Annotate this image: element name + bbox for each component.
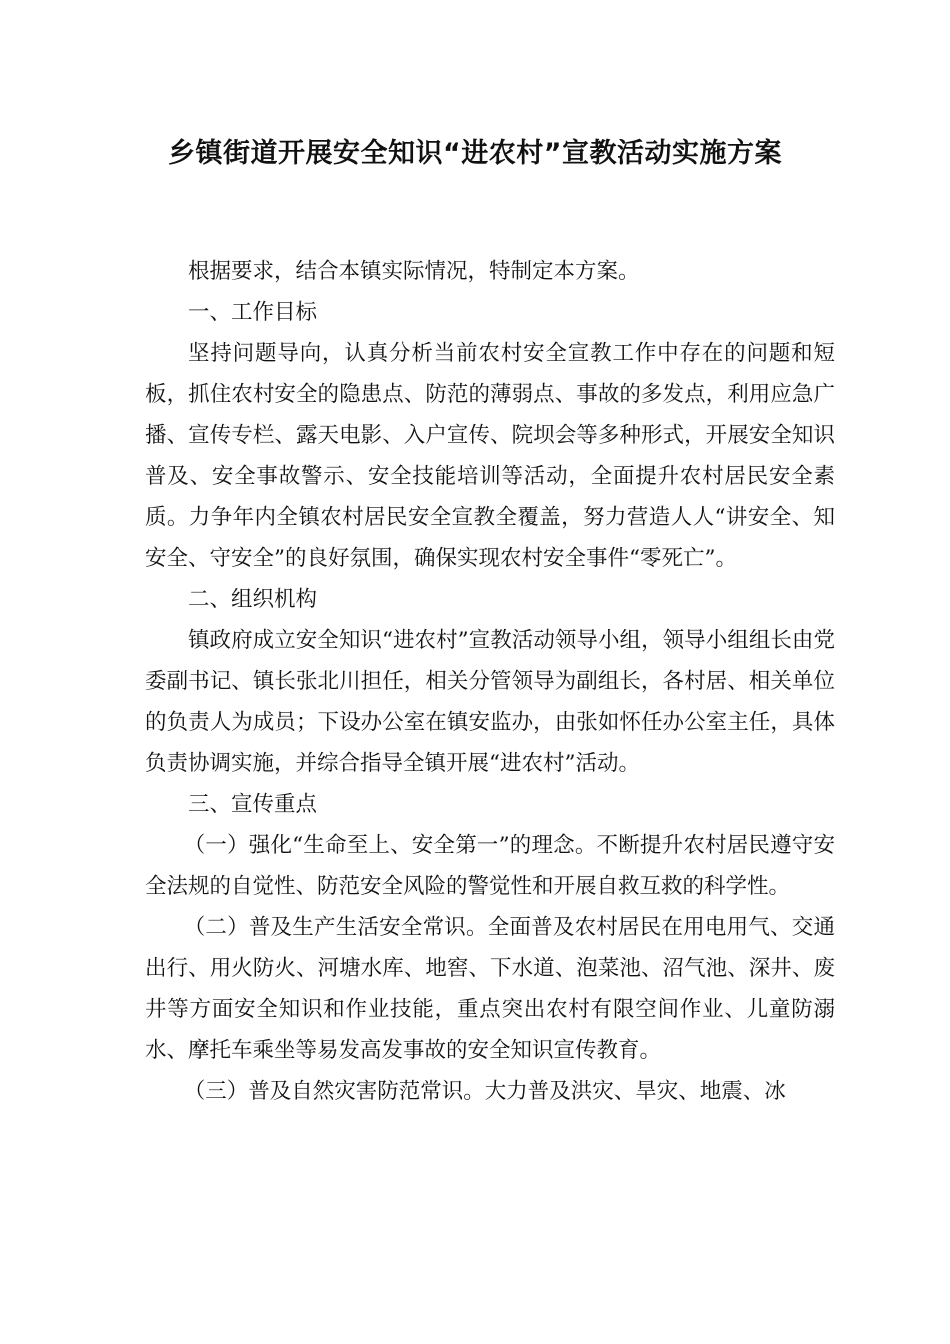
section-heading-goals: 一、工作目标 <box>188 300 318 325</box>
key-point-2-paragraph: （二）普及生产生活安全常识。全面普及农村居民在用电用气、交通出行、用火防火、河塘水库、地窖、下水道、泡菜池、沼气池、深井、废井等方面安全知识和作业技能，重点突出农村有限空间作业、儿童防溺水、摩托车乘坐等易发高发事故的安全知识宣传教育。 <box>145 915 835 1063</box>
key-point-3-paragraph: （三）普及自然灾害防范常识。大力普及洪灾、旱灾、地震、冰 <box>183 1079 786 1104</box>
intro-paragraph: 根据要求，结合本镇实际情况，特制定本方案。 <box>188 259 640 284</box>
document-title: 乡镇街道开展安全知识“进农村”宣教活动实施方案 <box>168 138 782 169</box>
key-point-1-paragraph: （一）强化“生命至上、安全第一”的理念。不断提升农村居民遵守安全法规的自觉性、防范安全风险的警觉性和开展自救互救的科学性。 <box>145 833 835 899</box>
document-body <box>145 251 835 1112</box>
section-heading-key-points: 三、宣传重点 <box>188 792 318 817</box>
organization-paragraph: 镇政府成立安全知识“进农村”宣教活动领导小组，领导小组组长由党委副书记、镇长张北川担任，相关分管领导为副组长，各村居、相关单位的负责人为成员；下设办公室在镇安监办，由张如怀任办公室主任，具体负责协调实施，并综合指导全镇开展“进农村”活动。 <box>145 628 835 776</box>
goals-paragraph: 坚持问题导向，认真分析当前农村安全宣教工作中存在的问题和短板，抓住农村安全的隐患点、防范的薄弱点、事故的多发点，利用应急广播、宣传专栏、露天电影、入户宣传、院坝会等多种形式，开展安全知识普及、安全事故警示、安全技能培训等活动，全面提升农村居民安全素质。力争年内全镇农村居民安全宣教全覆盖，努力营造人人“讲安全、知安全、守安全”的良好氛围，确保实现农村安全事件“零死亡”。 <box>145 341 835 571</box>
section-heading-organization: 二、组织机构 <box>188 587 318 612</box>
